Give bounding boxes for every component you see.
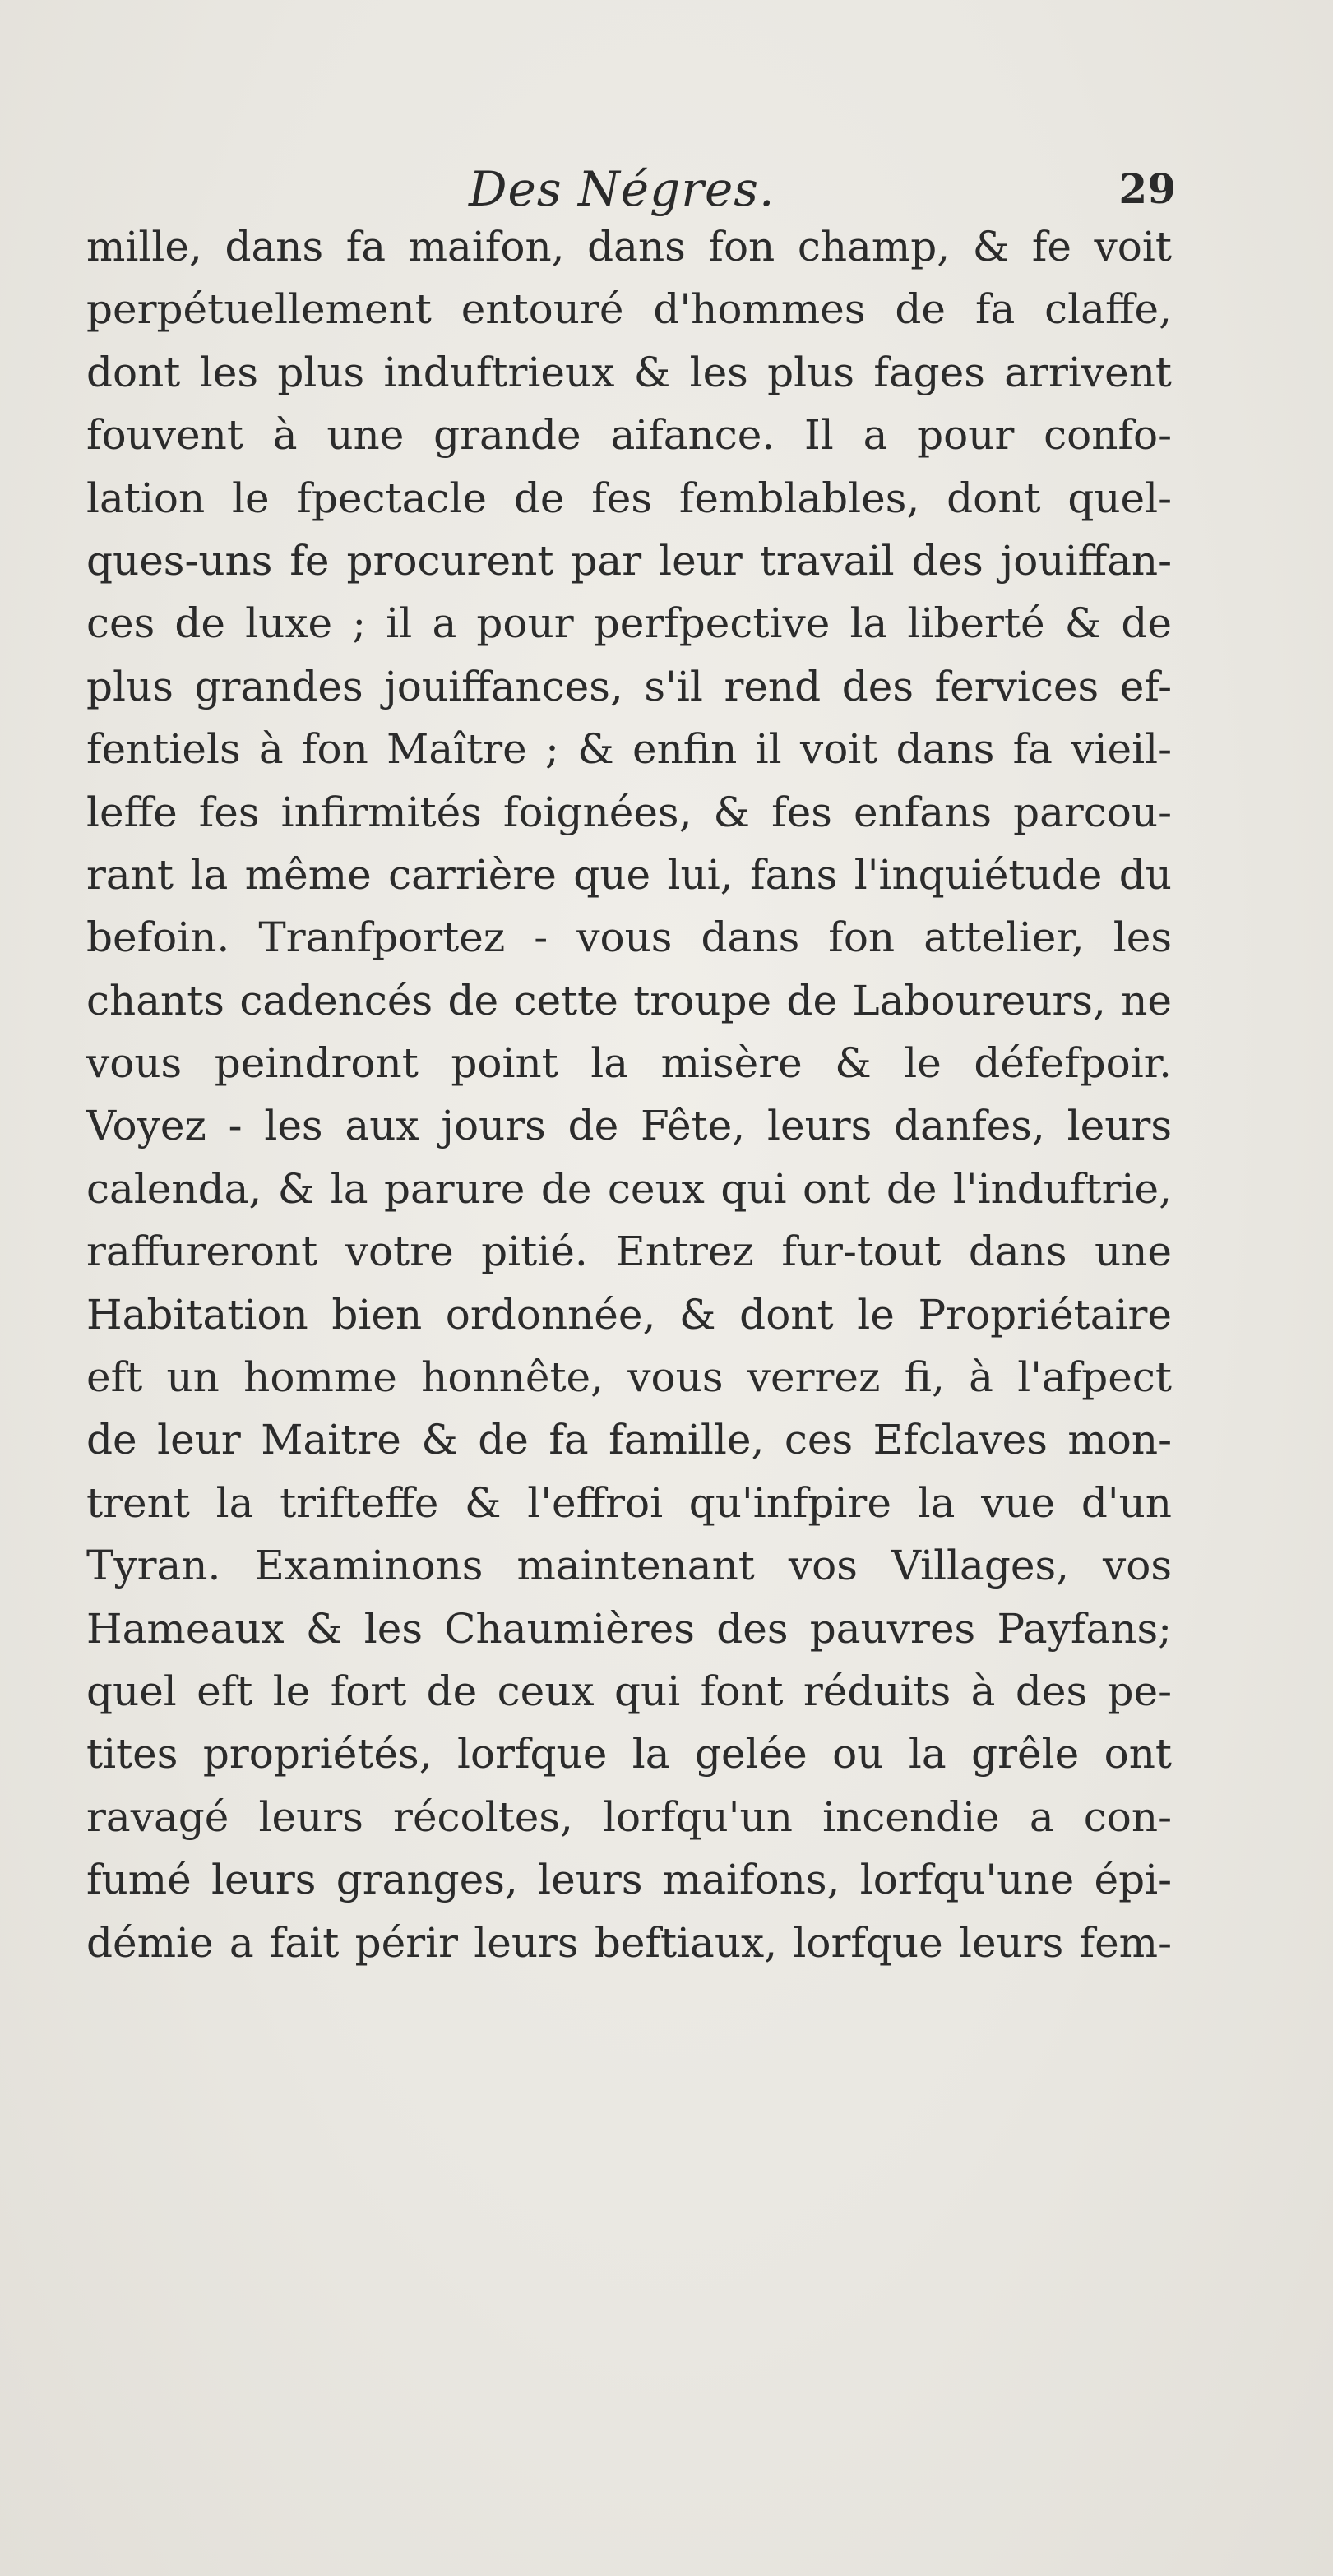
text-line: ravagé leurs récoltes, lorfqu'un incendie a con- bbox=[86, 1792, 1172, 1841]
body-text bbox=[86, 215, 1172, 1974]
text-line: calenda, & la parure de ceux qui ont de l'induftrie, bbox=[86, 1164, 1172, 1213]
text-line: ques-uns fe procurent par leur travail des jouiffan- bbox=[86, 536, 1172, 585]
text-line: vous peindront point la misère & le défefpoir. bbox=[86, 1039, 1172, 1088]
text-line: raffureront votre pitié. Entrez fur-tout dans une bbox=[86, 1228, 1172, 1276]
text-line: leffe fes infirmités foignées, & fes enfans parcou- bbox=[86, 788, 1172, 836]
text-line: démie a fait périr leurs beftiaux, lorfque leurs fem- bbox=[86, 1918, 1172, 1967]
text-line: dont les plus induftrieux & les plus fages arrivent bbox=[86, 348, 1172, 396]
text-line: eft un homme honnête, vous verrez fi, à l'afpect bbox=[86, 1353, 1172, 1402]
text-line: tites propriétés, lorfque la gelée ou la grêle ont bbox=[86, 1730, 1172, 1778]
text-line: trent la trifteffe & l'effroi qu'infpire la vue d'un bbox=[86, 1478, 1172, 1527]
text-line: Tyran. Examinons maintenant vos Villages, vos bbox=[86, 1542, 1172, 1590]
running-title: Des Négres. bbox=[469, 161, 775, 217]
page-number: 29 bbox=[1118, 164, 1176, 213]
text-line: Hameaux & les Chaumières des pauvres Payfans; bbox=[86, 1604, 1172, 1653]
text-line: quel eft le fort de ceux qui font réduits à des pe- bbox=[86, 1667, 1172, 1715]
running-head bbox=[90, 161, 1176, 219]
text-line: fouvent à une grande aifance. Il a pour confo- bbox=[86, 411, 1172, 460]
text-line: lation le fpectacle de fes femblables, dont quel- bbox=[86, 474, 1172, 522]
text-line: ces de luxe ; il a pour perfpective la liberté & de bbox=[86, 599, 1172, 648]
text-line: Voyez - les aux jours de Fête, leurs danfes, leurs bbox=[86, 1102, 1172, 1150]
text-line: fumé leurs granges, leurs maifons, lorfqu'une épi- bbox=[86, 1856, 1172, 1904]
text-line: befoin. Tranfportez - vous dans fon attelier, les bbox=[86, 913, 1172, 962]
text-line: chants cadencés de cette troupe de Laboureurs, ne bbox=[86, 976, 1172, 1024]
text-line: plus grandes jouiffances, s'il rend des fervices ef- bbox=[86, 662, 1172, 710]
text-line: rant la même carrière que lui, fans l'inquiétude du bbox=[86, 850, 1172, 899]
text-line: fentiels à fon Maître ; & enfin il voit dans fa vieil- bbox=[86, 725, 1172, 774]
text-line: perpétuellement entouré d'hommes de fa claffe, bbox=[86, 285, 1172, 334]
text-line: mille, dans fa maifon, dans fon champ, & fe voit bbox=[86, 223, 1172, 271]
text-line: Habitation bien ordonnée, & dont le Propriétaire bbox=[86, 1290, 1172, 1339]
text-line: de leur Maitre & de fa famille, ces Efclaves mon- bbox=[86, 1416, 1172, 1464]
